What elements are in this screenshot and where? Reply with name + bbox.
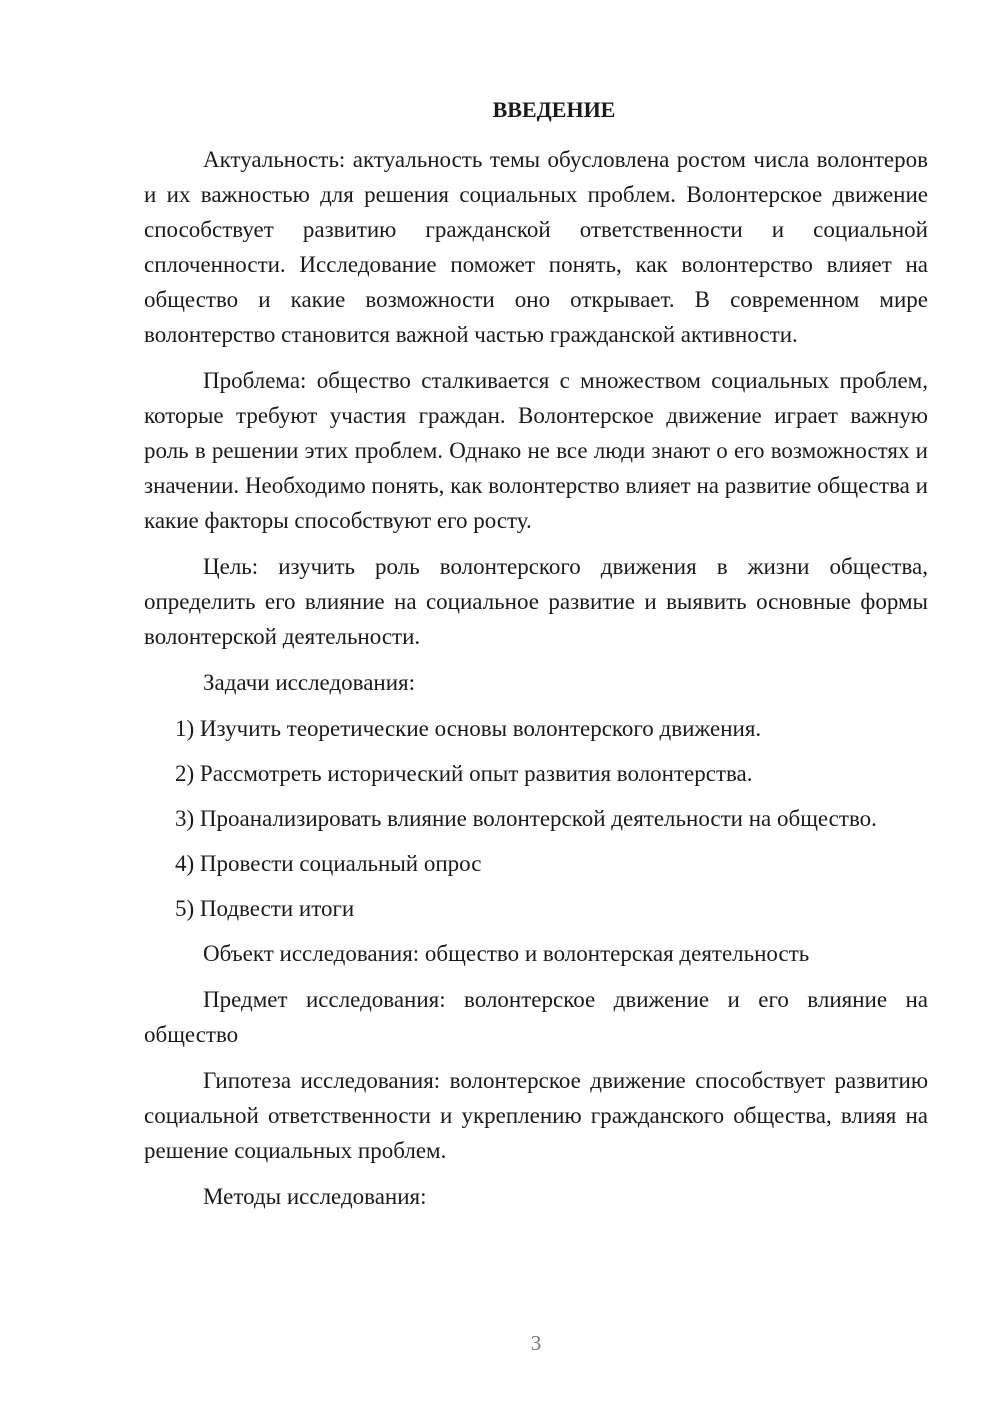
section-heading: ВВЕДЕНИЕ — [492, 97, 616, 122]
relevance-paragraph: Актуальность: актуальность темы обусловлена ростом числа волонтеров и их важностью для решения социальных проблем. Волонтерское движение способствует развитию гражданской ответственности и социальной сплоченности. Исследование поможет понять, как волонтерство влияет на общество и какие возможности оно открывает. В современном мире волонтерство становится важной частью гражданской активности. — [144, 147, 928, 347]
goal-paragraph: Цель: изучить роль волонтерского движения в жизни общества, определить его влияние на социальное развитие и выявить основные формы волонтерской деятельности. — [144, 554, 928, 649]
list-item: 3) Проанализировать влияние волонтерской деятельности на общество. — [175, 806, 877, 831]
subject-paragraph: Предмет исследования: волонтерское движение и его влияние на общество — [144, 987, 928, 1047]
methods-title: Методы исследования: — [203, 1184, 427, 1209]
tasks-title: Задачи исследования: — [203, 670, 416, 695]
list-item: 4) Провести социальный опрос — [175, 851, 482, 876]
page-body — [144, 92, 928, 1225]
hypothesis-paragraph: Гипотеза исследования: волонтерское движение способствует развитию социальной ответственности и укреплению гражданского общества, влияя на решение социальных проблем. — [144, 1068, 928, 1163]
list-item: 5) Подвести итоги — [175, 896, 355, 921]
list-item: 1) Изучить теоретические основы волонтерского движения. — [175, 716, 762, 741]
problem-paragraph: Проблема: общество сталкивается с множеством социальных проблем, которые требуют участия граждан. Волонтерское движение играет важную роль в решении этих проблем. Однако не все люди знают о его возможностях и значении. Необходимо понять, как волонтерство влияет на развитие общества и какие факторы способствуют его росту. — [144, 368, 928, 533]
list-item: 2) Рассмотреть исторический опыт развития волонтерства. — [175, 761, 753, 786]
page-number: 3 — [530, 1331, 542, 1355]
object-paragraph: Объект исследования: общество и волонтерская деятельность — [203, 941, 810, 966]
tasks-list — [144, 711, 928, 926]
